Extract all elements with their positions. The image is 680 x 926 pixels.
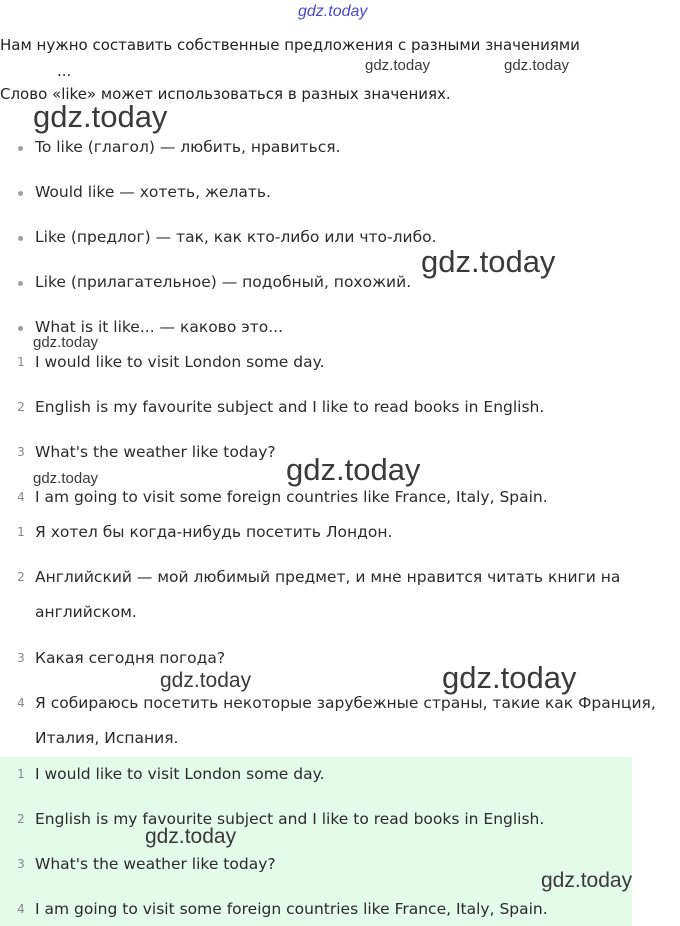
translation-text-line2: Италия, Испания.	[35, 729, 179, 747]
sentence-text: English is my favourite subject and I like to read books in English.	[35, 398, 545, 416]
list-item-text: Would like — хотеть, желать.	[35, 183, 271, 201]
watermark: gdz.today	[286, 452, 421, 487]
list-item-text: Like (прилагательное) — подобный, похожий.	[35, 273, 412, 291]
translation-row	[0, 521, 680, 566]
intro-note: Слово «like» может использоваться в разных значениях.	[0, 85, 451, 103]
list-item	[0, 226, 680, 271]
bullet-icon	[18, 326, 23, 331]
watermark: gdz.today	[33, 470, 99, 487]
sentence-text: What's the weather like today?	[35, 443, 276, 461]
answer-number: 4	[17, 902, 25, 916]
answer-number: 2	[17, 812, 25, 826]
watermark: gdz.today	[442, 660, 577, 695]
sentence-number: 3	[17, 445, 25, 459]
list-item	[0, 271, 680, 316]
sentence-number: 4	[17, 490, 25, 504]
sentence-number: 2	[17, 400, 25, 414]
bullet-icon	[18, 146, 23, 151]
translation-row	[0, 647, 680, 692]
answer-text: I would like to visit London some day.	[35, 765, 325, 783]
translation-row	[0, 692, 680, 752]
translation-text-line2: английском.	[35, 603, 137, 621]
answer-text: What's the weather like today?	[35, 855, 276, 873]
answer-row	[0, 808, 680, 853]
translation-number: 3	[17, 651, 25, 665]
watermark: gdz.today	[33, 334, 99, 351]
translation-number: 4	[17, 696, 25, 710]
translation-number: 2	[17, 570, 25, 584]
answer-text: English is my favourite subject and I like to read books in English.	[35, 810, 545, 828]
translation-row	[0, 566, 680, 646]
watermark: gdz.today	[421, 244, 556, 279]
translation-text-line1: Английский — мой любимый предмет, и мне нравится читать книги на	[35, 568, 621, 586]
watermark: gdz.today	[504, 57, 570, 74]
sentence-number: 1	[17, 355, 25, 369]
watermark: gdz.today	[160, 669, 252, 692]
answer-row	[0, 763, 680, 808]
translation-text-line1: Я собираюсь посетить некоторые зарубежные страны, такие как Франция,	[35, 694, 656, 712]
list-item	[0, 136, 680, 181]
task-instruction: Нам нужно составить собственные предложения с разными значениями	[0, 36, 580, 54]
sentence-text: I am going to visit some foreign countries like France, Italy, Spain.	[35, 488, 548, 506]
bullet-icon	[18, 191, 23, 196]
watermark: gdz.today	[33, 99, 168, 134]
answer-number: 3	[17, 857, 25, 871]
translation-number: 1	[17, 525, 25, 539]
list-item	[0, 181, 680, 226]
list-item-text: What is it like... — каково это...	[35, 318, 284, 336]
sentence-row	[0, 396, 680, 441]
answer-number: 1	[17, 767, 25, 781]
bullet-icon	[18, 281, 23, 286]
watermark: gdz.today	[365, 57, 431, 74]
watermark: gdz.today	[541, 869, 633, 892]
answer-text: I am going to visit some foreign countries like France, Italy, Spain.	[35, 900, 548, 918]
list-item-text: To like (глагол) — любить, нравиться.	[35, 138, 341, 156]
sentence-row	[0, 351, 680, 396]
sentence-text: I would like to visit London some day.	[35, 353, 325, 371]
watermark-logo: gdz.today	[298, 3, 368, 20]
translation-text: Я хотел бы когда-нибудь посетить Лондон.	[35, 523, 393, 541]
list-item-text: Like (предлог) — так, как кто-либо или что-либо.	[35, 228, 437, 246]
translation-text: Какая сегодня погода?	[35, 649, 226, 667]
bullet-icon	[18, 236, 23, 241]
instruction-ellipsis: ...	[57, 62, 72, 80]
watermark: gdz.today	[145, 825, 237, 848]
answer-row	[0, 898, 680, 926]
